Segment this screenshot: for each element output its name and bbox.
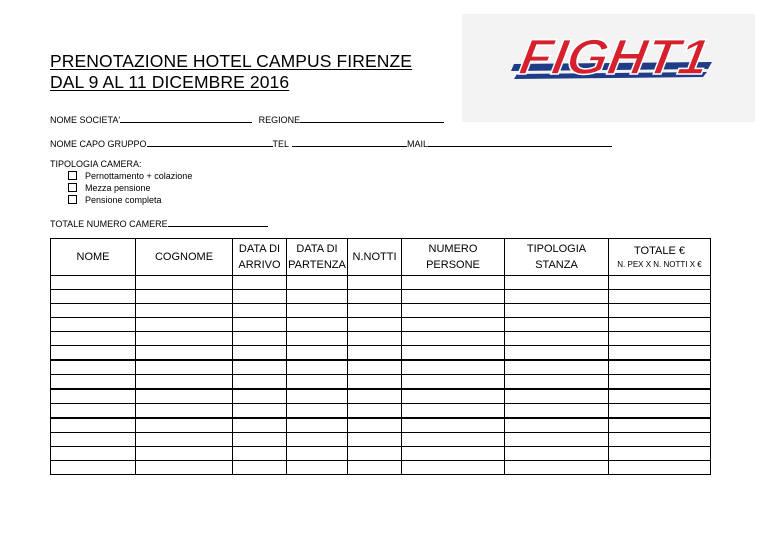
title-line-1: PRENOTAZIONE HOTEL CAMPUS FIRENZE (50, 51, 413, 71)
table-cell[interactable] (505, 332, 609, 346)
table-cell[interactable] (51, 389, 136, 404)
table-row (51, 447, 711, 461)
header-tipologia-stanza: TIPOLOGIA STANZA (505, 239, 609, 276)
table-cell[interactable] (348, 304, 402, 318)
booking-table (50, 238, 711, 475)
table-cell[interactable] (505, 276, 609, 290)
header-persone: NUMERO PERSONE (402, 239, 505, 276)
table-cell[interactable] (233, 433, 287, 447)
table-cell[interactable] (609, 461, 711, 475)
table-cell[interactable] (233, 290, 287, 304)
table-cell[interactable] (136, 389, 233, 404)
table-cell[interactable] (287, 404, 348, 419)
table-cell[interactable] (136, 447, 233, 461)
table-cell[interactable] (505, 290, 609, 304)
table-cell[interactable] (51, 375, 136, 390)
table-cell[interactable] (287, 389, 348, 404)
mail-field[interactable] (428, 137, 612, 147)
table-cell[interactable] (287, 276, 348, 290)
table-cell[interactable] (348, 276, 402, 290)
table-cell[interactable] (136, 318, 233, 332)
table-cell[interactable] (136, 290, 233, 304)
option-label: Mezza pensione (85, 183, 151, 193)
table-cell[interactable] (233, 332, 287, 346)
totale-camere-field[interactable] (168, 217, 268, 227)
table-cell[interactable] (402, 375, 505, 390)
tipologia-label: TIPOLOGIA CAMERA: (50, 159, 142, 169)
table-row (51, 346, 711, 361)
table-body (51, 276, 711, 475)
table-cell[interactable] (609, 375, 711, 390)
table-cell[interactable] (287, 461, 348, 475)
capo-gruppo-field[interactable] (147, 137, 273, 147)
table-cell[interactable] (136, 276, 233, 290)
table-cell[interactable] (136, 304, 233, 318)
table-row (51, 433, 711, 447)
table-cell[interactable] (402, 461, 505, 475)
table-cell[interactable] (609, 447, 711, 461)
table-cell[interactable] (233, 360, 287, 375)
table-cell[interactable] (505, 461, 609, 475)
table-cell[interactable] (136, 332, 233, 346)
table-cell[interactable] (51, 276, 136, 290)
table-cell[interactable] (233, 461, 287, 475)
table-cell[interactable] (402, 276, 505, 290)
table-cell[interactable] (505, 433, 609, 447)
table-cell[interactable] (348, 433, 402, 447)
table-cell[interactable] (505, 318, 609, 332)
table-cell[interactable] (287, 375, 348, 390)
regione-label: REGIONE (258, 115, 301, 125)
header-cognome: COGNOME (136, 239, 233, 276)
table-cell[interactable] (348, 332, 402, 346)
table-cell[interactable] (287, 418, 348, 433)
table-cell[interactable] (348, 375, 402, 390)
table-cell[interactable] (402, 418, 505, 433)
table-cell[interactable] (505, 447, 609, 461)
header-notti: N.NOTTI (348, 239, 402, 276)
regione-field[interactable] (300, 113, 444, 123)
table-cell[interactable] (51, 447, 136, 461)
table-cell[interactable] (287, 304, 348, 318)
totale-camere-label: TOTALE NUMERO CAMERE (50, 219, 168, 229)
table-cell[interactable] (51, 318, 136, 332)
table-row (51, 404, 711, 419)
table-row (51, 360, 711, 375)
table-cell[interactable] (348, 418, 402, 433)
table-cell[interactable] (136, 346, 233, 361)
table-cell[interactable] (136, 404, 233, 419)
table-cell[interactable] (609, 276, 711, 290)
table-cell[interactable] (609, 304, 711, 318)
table-row (51, 332, 711, 346)
table-cell[interactable] (348, 447, 402, 461)
table-cell[interactable] (609, 360, 711, 375)
table-cell[interactable] (609, 290, 711, 304)
table-cell[interactable] (287, 447, 348, 461)
table-row (51, 290, 711, 304)
table-cell[interactable] (402, 304, 505, 318)
totale-camere-row (50, 217, 268, 230)
fight1-logo (462, 14, 755, 122)
table-cell[interactable] (51, 360, 136, 375)
table-cell[interactable] (233, 276, 287, 290)
table-row (51, 318, 711, 332)
option-mezza-pensione[interactable] (68, 183, 151, 194)
table-cell[interactable] (609, 332, 711, 346)
header-data-arrivo: DATA DI ARRIVO (233, 239, 287, 276)
table-cell[interactable] (51, 290, 136, 304)
table-cell[interactable] (348, 318, 402, 332)
table-cell[interactable] (609, 346, 711, 361)
option-label: Pernottamento + colazione (85, 171, 193, 181)
table-row (51, 389, 711, 404)
table-cell[interactable] (287, 360, 348, 375)
header-data-partenza: DATA DI PARTENZA (287, 239, 348, 276)
title-line-2: DAL 9 AL 11 DICEMBRE 2016 (50, 72, 290, 92)
table-cell[interactable] (51, 418, 136, 433)
table-cell[interactable] (402, 290, 505, 304)
table-cell[interactable] (233, 418, 287, 433)
option-pensione-completa[interactable] (68, 195, 162, 206)
table-cell[interactable] (136, 433, 233, 447)
table-cell[interactable] (402, 360, 505, 375)
table-cell[interactable] (51, 404, 136, 419)
table-cell[interactable] (233, 318, 287, 332)
checkbox[interactable] (68, 171, 77, 180)
table-row (51, 375, 711, 390)
table-cell[interactable] (136, 375, 233, 390)
table-cell[interactable] (402, 433, 505, 447)
checkbox[interactable] (68, 183, 77, 192)
option-pernottamento[interactable] (68, 171, 192, 182)
table-cell[interactable] (233, 375, 287, 390)
mail-label: MAIL (407, 139, 429, 149)
tel-field[interactable] (292, 137, 407, 147)
table-cell[interactable] (233, 346, 287, 361)
table-cell[interactable] (505, 389, 609, 404)
header-nome: NOME (51, 239, 136, 276)
table-cell[interactable] (348, 404, 402, 419)
logo-text: FIGHT1 (515, 28, 704, 85)
table-cell[interactable] (402, 404, 505, 419)
table-cell[interactable] (402, 332, 505, 346)
option-label: Pensione completa (85, 195, 162, 205)
header-totale: TOTALE € N. PEX X N. NOTTI X € (609, 239, 711, 276)
table-cell[interactable] (233, 304, 287, 318)
table-cell[interactable] (51, 433, 136, 447)
table-cell[interactable] (348, 389, 402, 404)
table-cell[interactable] (136, 360, 233, 375)
table-cell[interactable] (233, 447, 287, 461)
table-cell[interactable] (51, 332, 136, 346)
table-cell[interactable] (402, 318, 505, 332)
societa-field[interactable] (120, 113, 252, 123)
table-cell[interactable] (348, 346, 402, 361)
capo-gruppo-row (50, 137, 612, 150)
table-cell[interactable] (287, 290, 348, 304)
table-cell[interactable] (609, 418, 711, 433)
table-cell[interactable] (609, 433, 711, 447)
table-cell[interactable] (287, 332, 348, 346)
table-cell[interactable] (609, 404, 711, 419)
table-cell[interactable] (505, 346, 609, 361)
table-cell[interactable] (348, 360, 402, 375)
table-cell[interactable] (287, 346, 348, 361)
capo-gruppo-label: NOME CAPO GRUPPO (50, 139, 147, 149)
table-cell[interactable] (51, 346, 136, 361)
table-cell[interactable] (505, 404, 609, 419)
table-cell[interactable] (402, 389, 505, 404)
table-cell[interactable] (402, 346, 505, 361)
table-cell[interactable] (609, 389, 711, 404)
table-header-row (51, 239, 711, 276)
table-cell[interactable] (505, 304, 609, 318)
table-cell[interactable] (402, 447, 505, 461)
table-row (51, 276, 711, 290)
table-row (51, 461, 711, 475)
table-cell[interactable] (136, 418, 233, 433)
table-cell[interactable] (51, 304, 136, 318)
societa-label: NOME SOCIETA' (50, 115, 121, 125)
table-cell[interactable] (348, 461, 402, 475)
tel-label: TEL (272, 139, 290, 149)
checkbox[interactable] (68, 195, 77, 204)
table-cell[interactable] (348, 290, 402, 304)
table-row (51, 304, 711, 318)
table-cell[interactable] (136, 461, 233, 475)
table-cell[interactable] (287, 433, 348, 447)
table-cell[interactable] (505, 418, 609, 433)
table-cell[interactable] (287, 318, 348, 332)
document-title (50, 51, 412, 93)
table-cell[interactable] (233, 389, 287, 404)
table-cell[interactable] (609, 318, 711, 332)
table-cell[interactable] (233, 404, 287, 419)
societa-row (50, 113, 444, 126)
table-row (51, 418, 711, 433)
table-cell[interactable] (505, 375, 609, 390)
table-cell[interactable] (51, 461, 136, 475)
table-cell[interactable] (505, 360, 609, 375)
